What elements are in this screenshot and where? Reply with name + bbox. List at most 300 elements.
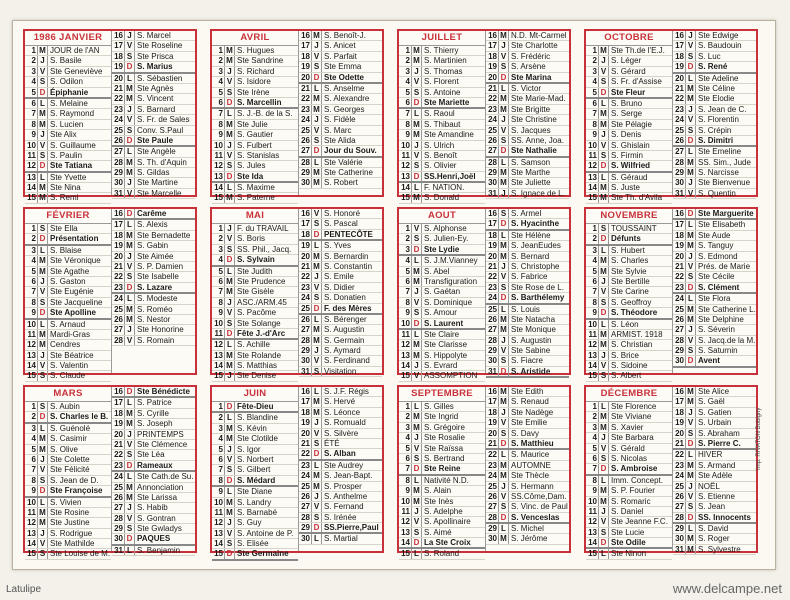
day-row: 29 M S. Narcisse — [673, 168, 756, 178]
day-row: 20 V S. Silvère — [299, 429, 382, 439]
day-row: 24 M Ste Adèle — [673, 471, 756, 481]
day-row: 13 J S. Rodrigue — [25, 529, 111, 539]
day-row: 25 V S. Jacques — [486, 126, 569, 136]
day-row: 14 L S. Maxime — [212, 183, 298, 193]
day-row: 22 M Ste Marie-Mad. — [486, 94, 569, 104]
month-column-left — [399, 209, 486, 381]
day-row: 7 V Ste Carine — [586, 287, 672, 297]
day-row: 28 M S. Th. d'Aquin — [112, 158, 195, 168]
day-row: 21 V Prés. de Marie — [673, 262, 756, 272]
day-row: 13 J Ste Béatrice — [25, 351, 111, 361]
day-row: 8 S S. Jean de D. — [25, 476, 111, 486]
day-row: 2 J S. Basile — [25, 56, 111, 66]
day-row: 22 S Ste Léa — [112, 450, 195, 460]
day-row: 17 J Ste Charlotte — [486, 41, 569, 51]
day-row: 4 V S. Florent — [399, 77, 485, 87]
day-row: 17 V S. Baudouin — [673, 41, 756, 51]
day-row: 21 M S. Constantin — [299, 262, 382, 272]
day-row: 16 M S. Benoît-J. — [299, 31, 382, 41]
day-row: 28 V S. Romain — [112, 336, 195, 346]
day-row: 15 D Ste Germaine — [212, 549, 298, 560]
day-row: 16 D Ste Marguerite — [673, 209, 756, 220]
day-row: 6 L S. Melaine — [25, 99, 111, 109]
month-column-right — [486, 209, 569, 376]
month-column-right — [486, 31, 569, 198]
day-row: 31 S Visitation — [299, 367, 382, 377]
day-row: 15 L S. Roland — [399, 549, 485, 559]
day-row: 24 L Ste Cath.de Su. — [112, 472, 195, 482]
day-row: 20 M S. Bernard — [486, 252, 569, 262]
day-row: 5 D Ste Fleur — [586, 88, 672, 99]
day-row: 8 M Ste Pélagie — [586, 120, 672, 130]
day-row: 13 L Ste Yvette — [25, 173, 111, 183]
day-row: 9 J Ste Alix — [25, 130, 111, 140]
day-row: 16 M N.D. Mt-Carmel — [486, 31, 569, 41]
day-row: 21 L S. Anselme — [299, 84, 382, 94]
day-row: 1 S Ste Ella — [25, 224, 111, 234]
day-row: 30 M Ste Juliette — [486, 178, 569, 188]
day-row: 26 V S. Etienne — [673, 492, 756, 502]
day-row: 22 D S. Alban — [299, 449, 382, 460]
day-row: 21 V Ste Clémence — [112, 440, 195, 450]
day-row: 6 M Transfiguration — [399, 277, 485, 287]
day-row: 11 M ARMIST. 1918 — [586, 330, 672, 340]
day-row: 4 L S. J.M.Vianney — [399, 256, 485, 266]
day-row: 5 D Épiphanie — [25, 88, 111, 99]
day-row: 11 M Ste Rosine — [25, 508, 111, 518]
day-row: 21 M Ste Agnès — [112, 84, 195, 94]
day-row: 27 M S. Augustin — [299, 325, 382, 335]
day-row: 25 M S. Roméo — [112, 305, 195, 315]
day-row: 20 L Ste Adeline — [673, 74, 756, 84]
day-row: 1 M JOUR de l'AN — [25, 46, 111, 56]
day-row: 23 M AUTOMNE — [486, 461, 569, 471]
day-row: 11 J S. Adelphe — [399, 507, 485, 517]
day-row: 24 J Ste Christine — [486, 115, 569, 125]
day-row: 6 S S. Nicolas — [586, 454, 672, 464]
day-row: 4 M Ste Clotilde — [212, 434, 298, 444]
day-row: 17 V Ste Roseline — [112, 41, 195, 51]
day-row: 8 L Nativité N.D. — [399, 476, 485, 486]
day-row: 29 M S. Gildas — [112, 168, 195, 178]
day-row: 23 M S. Georges — [299, 105, 382, 115]
day-row: 20 D Ste Odette — [299, 73, 382, 84]
day-row: 9 M S. Alain — [399, 486, 485, 496]
day-row: 12 M Ste Justine — [25, 518, 111, 528]
day-row: 6 M Ste Prudence — [212, 277, 298, 287]
day-row: 28 M SS. Sim., Jude — [673, 158, 756, 168]
month-box — [23, 385, 197, 559]
day-row: 29 M Ste Marthe — [486, 168, 569, 178]
day-row: 3 L S. Hubert — [586, 246, 672, 256]
month-box — [397, 29, 571, 203]
day-row: 3 J S. Richard — [212, 67, 298, 77]
printer-imprint: Imp. RIVATON Bobigny — [756, 407, 762, 470]
day-row: 11 J S. Daniel — [586, 507, 672, 517]
day-row: 29 V Ste Sabine — [486, 346, 569, 356]
day-row: 26 M Ste Natacha — [486, 315, 569, 325]
day-row: 17 S S. Pascal — [299, 219, 382, 229]
day-row: 27 S S. Jean — [673, 502, 756, 512]
day-row: 11 M Mardi-Gras — [25, 330, 111, 340]
day-row: 3 L S. Blaise — [25, 246, 111, 256]
day-row: 12 M Ste Clarisse — [399, 340, 485, 350]
day-row: 10 J S. Ulrich — [399, 141, 485, 151]
day-row: 10 M S. Landry — [212, 498, 298, 508]
day-row: 23 V S. Didier — [299, 283, 382, 293]
day-row: 14 V S. Valentin — [25, 361, 111, 371]
day-row: 9 M S. P. Fourier — [586, 486, 672, 496]
day-row: 2 D Défunts — [586, 234, 672, 245]
day-row: 12 V Ste Jeanne F.C. — [586, 517, 672, 527]
day-row: 13 S Ste Lucie — [586, 528, 672, 538]
month-box — [397, 385, 571, 559]
day-row: 18 M Ste Aude — [673, 231, 756, 241]
day-row: 5 M Ste Agathe — [25, 267, 111, 277]
day-row: 16 D Ste Bénédicte — [112, 387, 195, 398]
month-column-left — [212, 387, 299, 559]
day-row: 21 J S. Christophe — [486, 262, 569, 272]
day-row: 26 M Ste Larissa — [112, 493, 195, 503]
day-row: 15 J Ste Denise — [212, 371, 298, 381]
day-row: 20 J PRINTEMPS — [112, 430, 195, 440]
day-row: 5 S S. Antoine — [399, 88, 485, 98]
day-row: 31 L S. Benjamin — [112, 546, 195, 556]
day-row: 18 S S. Luc — [673, 52, 756, 62]
day-row: 2 D S. Charles le B. — [25, 412, 111, 423]
day-row: 30 L S. Martial — [299, 534, 382, 544]
day-row: 4 J Ste Rosalie — [399, 433, 485, 443]
day-row: 23 S Ste Rose de L. — [486, 283, 569, 293]
day-row: 4 S S. Fr. d'Assise — [586, 77, 672, 87]
day-row: 8 J ASC./ARM.45 — [212, 298, 298, 308]
day-row: 25 L S. Louis — [486, 305, 569, 315]
day-row: 29 M Ste Catherine — [299, 168, 382, 178]
day-row: 19 D S. René — [673, 62, 756, 73]
day-row: 18 L Ste Hélène — [486, 231, 569, 241]
day-row: 22 L S. Maurice — [486, 450, 569, 460]
day-row: 7 L S. Raoul — [399, 109, 485, 119]
day-row: 5 V Ste Raïssa — [399, 444, 485, 454]
day-row: 15 S S. Claude — [25, 371, 111, 381]
day-row: 9 D Ste Apolline — [25, 308, 111, 319]
day-row: 6 J Ste Colette — [25, 455, 111, 465]
day-row: 14 D Ste Odile — [586, 538, 672, 549]
month-column-right — [112, 209, 195, 373]
day-row: 27 J S. Habib — [112, 503, 195, 513]
day-row: 9 M Ste Amandine — [399, 130, 485, 140]
day-row: 12 S S. Jules — [212, 161, 298, 171]
day-row: 13 J S. Brice — [586, 351, 672, 361]
month-box — [584, 385, 758, 559]
day-row: 26 J S. Anthelme — [299, 492, 382, 502]
day-row: 24 S S. Donatien — [299, 293, 382, 303]
day-row: 3 M S. Kévin — [212, 424, 298, 434]
day-row: 2 S S. Julien-Ey. — [399, 234, 485, 244]
day-row: 25 S S. Crépin — [673, 126, 756, 136]
day-row: 25 M Annonciation — [112, 483, 195, 493]
day-row: 13 V S. Antoine de P. — [212, 529, 298, 539]
day-row: 21 V S. P. Damien — [112, 262, 195, 272]
day-row: 10 S Ste Solange — [212, 319, 298, 329]
day-row: 3 V S. Gérard — [586, 67, 672, 77]
day-row: 9 L Ste Diane — [212, 487, 298, 497]
day-row: 21 L S. Victor — [486, 84, 569, 94]
calendar-sheet — [12, 20, 776, 570]
day-row: 19 V Ste Emilie — [486, 418, 569, 428]
day-row: 5 M Ste Sylvie — [586, 267, 672, 277]
month-column-left — [586, 31, 673, 203]
day-row: 28 L Ste Valérie — [299, 158, 382, 168]
day-row: 21 S ÉTÉ — [299, 439, 382, 449]
watermark-left: Latulipe — [6, 584, 42, 595]
day-row: 1 V S. Alphonse — [399, 224, 485, 234]
day-row: 12 V S. Apollinaire — [399, 517, 485, 527]
day-row: 30 J Ste Martine — [112, 178, 195, 188]
day-row: 15 L Ste Ninon — [586, 549, 672, 559]
day-row: 15 V ASSOMPTION — [399, 371, 485, 381]
month-title: OCTOBRE — [586, 31, 672, 46]
day-row: 21 M Ste Céline — [673, 84, 756, 94]
day-row: 10 M Ste Inès — [399, 497, 485, 507]
day-row: 8 L Imm. Concept. — [586, 476, 672, 486]
day-row: 11 M S. Barnabé — [212, 508, 298, 518]
day-row: 12 D S. Wilfried — [586, 161, 672, 172]
day-row: 25 S Conv. S.Paul — [112, 126, 195, 136]
month-column-left — [399, 31, 486, 203]
day-row: 28 V S. Gontran — [112, 514, 195, 524]
day-row: 27 S S. Vinc. de Paul — [486, 502, 569, 512]
day-row: 25 V S. Marc — [299, 126, 382, 136]
day-row: 24 V S. Fr. de Sales — [112, 115, 195, 125]
day-row: 7 L S. J.-B. de la S. — [212, 109, 298, 119]
day-row: 29 J S. Aymard — [299, 346, 382, 356]
month-box — [23, 29, 197, 203]
day-row: 22 J S. Emile — [299, 272, 382, 282]
day-row: 9 J S. Denis — [586, 130, 672, 140]
day-row: 13 D Ste Ida — [212, 172, 298, 183]
day-row: 3 M S. Grégoire — [399, 423, 485, 433]
day-row: 8 V S. Dominique — [399, 298, 485, 308]
month-box — [210, 385, 384, 559]
day-row: 19 M S. Gabin — [112, 241, 195, 251]
day-row: 17 L S. Alexis — [112, 220, 195, 230]
day-row: 2 M Ste Ingrid — [399, 412, 485, 422]
day-row: 24 M Ste Thècle — [486, 471, 569, 481]
day-row: 11 V S. Benoît — [399, 151, 485, 161]
day-row: 12 J S. Guy — [212, 518, 298, 528]
day-row: 3 L S. Guénolé — [25, 424, 111, 434]
month-column-left — [25, 31, 112, 203]
day-row: 14 M S. Juste — [586, 183, 672, 193]
month-column-right — [486, 387, 569, 551]
day-row: 25 M S. Prosper — [299, 482, 382, 492]
day-row: 22 S Ste Cécile — [673, 272, 756, 282]
day-row: 15 M S. Donald — [399, 193, 485, 203]
day-row: 10 V S. Ghislain — [586, 141, 672, 151]
day-row: 22 M S. Vincent — [112, 94, 195, 104]
day-row: 20 S S. Davy — [486, 429, 569, 439]
day-row: 23 J S. Barnard — [112, 105, 195, 115]
day-row: 27 J Ste Honorine — [112, 325, 195, 335]
day-row: 5 V S. Gérald — [586, 444, 672, 454]
day-row: 3 V Ste Geneviève — [25, 67, 111, 77]
day-row: 25 D F. des Mères — [299, 304, 382, 315]
day-row: 1 S TOUSSAINT — [586, 224, 672, 234]
day-row: 11 S S. Firmin — [586, 151, 672, 161]
day-row: 25 J NOËL — [673, 482, 756, 492]
day-row: 18 S Ste Prisca — [112, 52, 195, 62]
month-box — [584, 29, 758, 203]
month-column-right — [299, 209, 382, 376]
day-row: 28 S S. Irénée — [299, 513, 382, 523]
day-row: 14 V S. Sidoine — [586, 361, 672, 371]
day-row: 9 M S. Gautier — [212, 130, 298, 140]
day-row: 22 S Ste Isabelle — [112, 272, 195, 282]
day-row: 11 V S. Stanislas — [212, 151, 298, 161]
day-row: 26 L S. Bérenger — [299, 315, 382, 325]
day-row: 28 D SS. Innocents — [673, 513, 756, 524]
day-row: 21 D S. Pierre C. — [673, 439, 756, 450]
day-row: 29 S S. Saturnin — [673, 346, 756, 356]
month-column-right — [673, 387, 756, 554]
day-row: 18 V S. Frédéric — [486, 52, 569, 62]
day-row: 9 D S. Théodore — [586, 308, 672, 319]
day-row: 16 D Carême — [112, 209, 195, 220]
month-column-right — [673, 209, 756, 373]
day-row: 19 L S. Yves — [299, 241, 382, 251]
day-row: 26 S SS. Anne, Joa. — [486, 136, 569, 146]
day-row: 25 J S. Hermann — [486, 482, 569, 492]
day-row: 20 M S. Bernardin — [299, 252, 382, 262]
day-row: 30 M S. Robert — [299, 178, 382, 188]
day-row: 5 S Ste Irène — [212, 88, 298, 98]
day-row: 8 M S. Lucien — [25, 120, 111, 130]
day-row: 27 V S. Fernand — [299, 502, 382, 512]
day-row: 4 M S. Casimir — [25, 434, 111, 444]
day-row: 30 M S. Jérôme — [486, 534, 569, 544]
month-column-right — [299, 31, 382, 195]
day-row: 10 D S. Laurent — [399, 319, 485, 330]
day-row: 14 V Ste Mathilde — [25, 539, 111, 549]
day-row: 7 V Ste Eugénie — [25, 287, 111, 297]
day-row: 2 D Présentation — [25, 234, 111, 245]
day-row: 1 M Ste Th.de l'E.J. — [586, 46, 672, 56]
day-row: 2 M Ste Sandrine — [212, 56, 298, 66]
day-row: 7 J S. Gaétan — [399, 287, 485, 297]
day-row: 30 D Avent — [673, 356, 756, 367]
day-row: 2 L S. Blandine — [212, 413, 298, 423]
month-title: NOVEMBRE — [586, 209, 672, 224]
day-row: 14 S S. Elisée — [212, 539, 298, 549]
day-row: 11 D Fête J.-d'Arc — [212, 329, 298, 340]
day-row: 2 J S. Léger — [586, 56, 672, 66]
month-column-left — [25, 387, 112, 559]
day-row: 16 M Ste Alice — [673, 387, 756, 397]
day-row: 7 M S. Serge — [586, 109, 672, 119]
day-row: 12 M S. Christian — [586, 340, 672, 350]
day-row: 29 D SS.Pierre,Paul — [299, 523, 382, 534]
day-row: 13 S S. Aimé — [399, 528, 485, 538]
day-row: 15 S S. Albert — [586, 371, 672, 381]
month-box — [23, 207, 197, 381]
day-row: 4 D S. Sylvain — [212, 255, 298, 266]
day-row: 6 D S. Marcellin — [212, 98, 298, 109]
day-row: 18 M Ste Bernadette — [112, 231, 195, 241]
day-row: 20 J Ste Aimée — [112, 252, 195, 262]
month-box — [210, 207, 384, 381]
day-row: 8 D S. Médard — [212, 476, 298, 487]
day-row: 6 S S. Bertrand — [399, 454, 485, 464]
day-row: 13 L S. Géraud — [586, 173, 672, 183]
month-title: JUIN — [212, 387, 298, 402]
day-row: 26 S Ste Alida — [299, 136, 382, 146]
day-row: 19 J S. Romuald — [299, 418, 382, 428]
day-row: 19 M S. JeanEudes — [486, 241, 569, 251]
day-row: 23 D Rameaux — [112, 461, 195, 472]
day-row: 28 L S. Samson — [486, 158, 569, 168]
day-row: 7 S S. Gilbert — [212, 465, 298, 475]
day-row: 1 M S. Thierry — [399, 46, 485, 56]
day-row: 17 L Ste Elisabeth — [673, 220, 756, 230]
month-title: 1986 JANVIER — [25, 31, 111, 46]
day-row: 14 M Ste Nina — [25, 183, 111, 193]
month-column-left — [399, 387, 486, 559]
day-row: 4 J Ste Barbara — [586, 433, 672, 443]
day-row: 14 L F. NATION. — [399, 183, 485, 193]
day-row: 20 D Ste Marina — [486, 73, 569, 84]
day-row: 24 J S. Fidèle — [299, 115, 382, 125]
day-row: 31 V S. Quentin — [673, 189, 756, 199]
day-row: 18 J Ste Nadège — [486, 408, 569, 418]
month-title: DÉCEMBRE — [586, 387, 672, 402]
month-column-left — [212, 31, 299, 203]
day-row: 17 M S. Gaël — [673, 397, 756, 407]
day-row: 28 J S. Augustin — [486, 336, 569, 346]
day-row: 18 D PENTECÔTE — [299, 230, 382, 241]
day-row: 10 J S. Fulbert — [212, 141, 298, 151]
day-row: 12 M Cendres — [25, 340, 111, 350]
day-row: 16 V S. Honoré — [299, 209, 382, 219]
day-row: 28 D S. Venceslas — [486, 513, 569, 524]
watermark-right: www.delcampe.net — [672, 581, 782, 596]
day-row: 25 M Ste Catherine L. — [673, 305, 756, 315]
day-row: 28 V S. Jacq.de la M. — [673, 336, 756, 346]
day-row: 14 J S. Evrard — [399, 361, 485, 371]
month-column-left — [212, 209, 299, 381]
month-column-right — [673, 31, 756, 198]
day-row: 30 M S. Roger — [673, 534, 756, 544]
day-row: 24 M S. Jean-Bapt. — [299, 471, 382, 481]
day-row: 27 D Ste Nathalie — [486, 146, 569, 157]
day-row: 20 J S. Edmond — [673, 252, 756, 262]
day-row: 18 M S. Léonce — [299, 408, 382, 418]
day-row: 16 J Ste Edwige — [673, 31, 756, 41]
day-row: 30 J Ste Bienvenue — [673, 178, 756, 188]
day-row: 27 J S. Séverin — [673, 325, 756, 335]
day-row: 13 M Ste Rolande — [212, 351, 298, 361]
day-row: 9 D Ste Françoise — [25, 486, 111, 497]
day-row: 6 L S. Bruno — [586, 99, 672, 109]
day-row: 1 L Ste Florence — [586, 402, 672, 412]
day-row: 8 S S. Geoffroy — [586, 298, 672, 308]
day-row: 15 M Ste Th. d'Avila — [586, 193, 672, 203]
day-row: 19 V S. Urbain — [673, 418, 756, 428]
day-row: 14 D La Ste Croix — [399, 538, 485, 549]
day-row: 4 M S. Charles — [586, 256, 672, 266]
day-row: 13 M S. Hippolyte — [399, 351, 485, 361]
month-title: AOUT — [399, 209, 485, 224]
